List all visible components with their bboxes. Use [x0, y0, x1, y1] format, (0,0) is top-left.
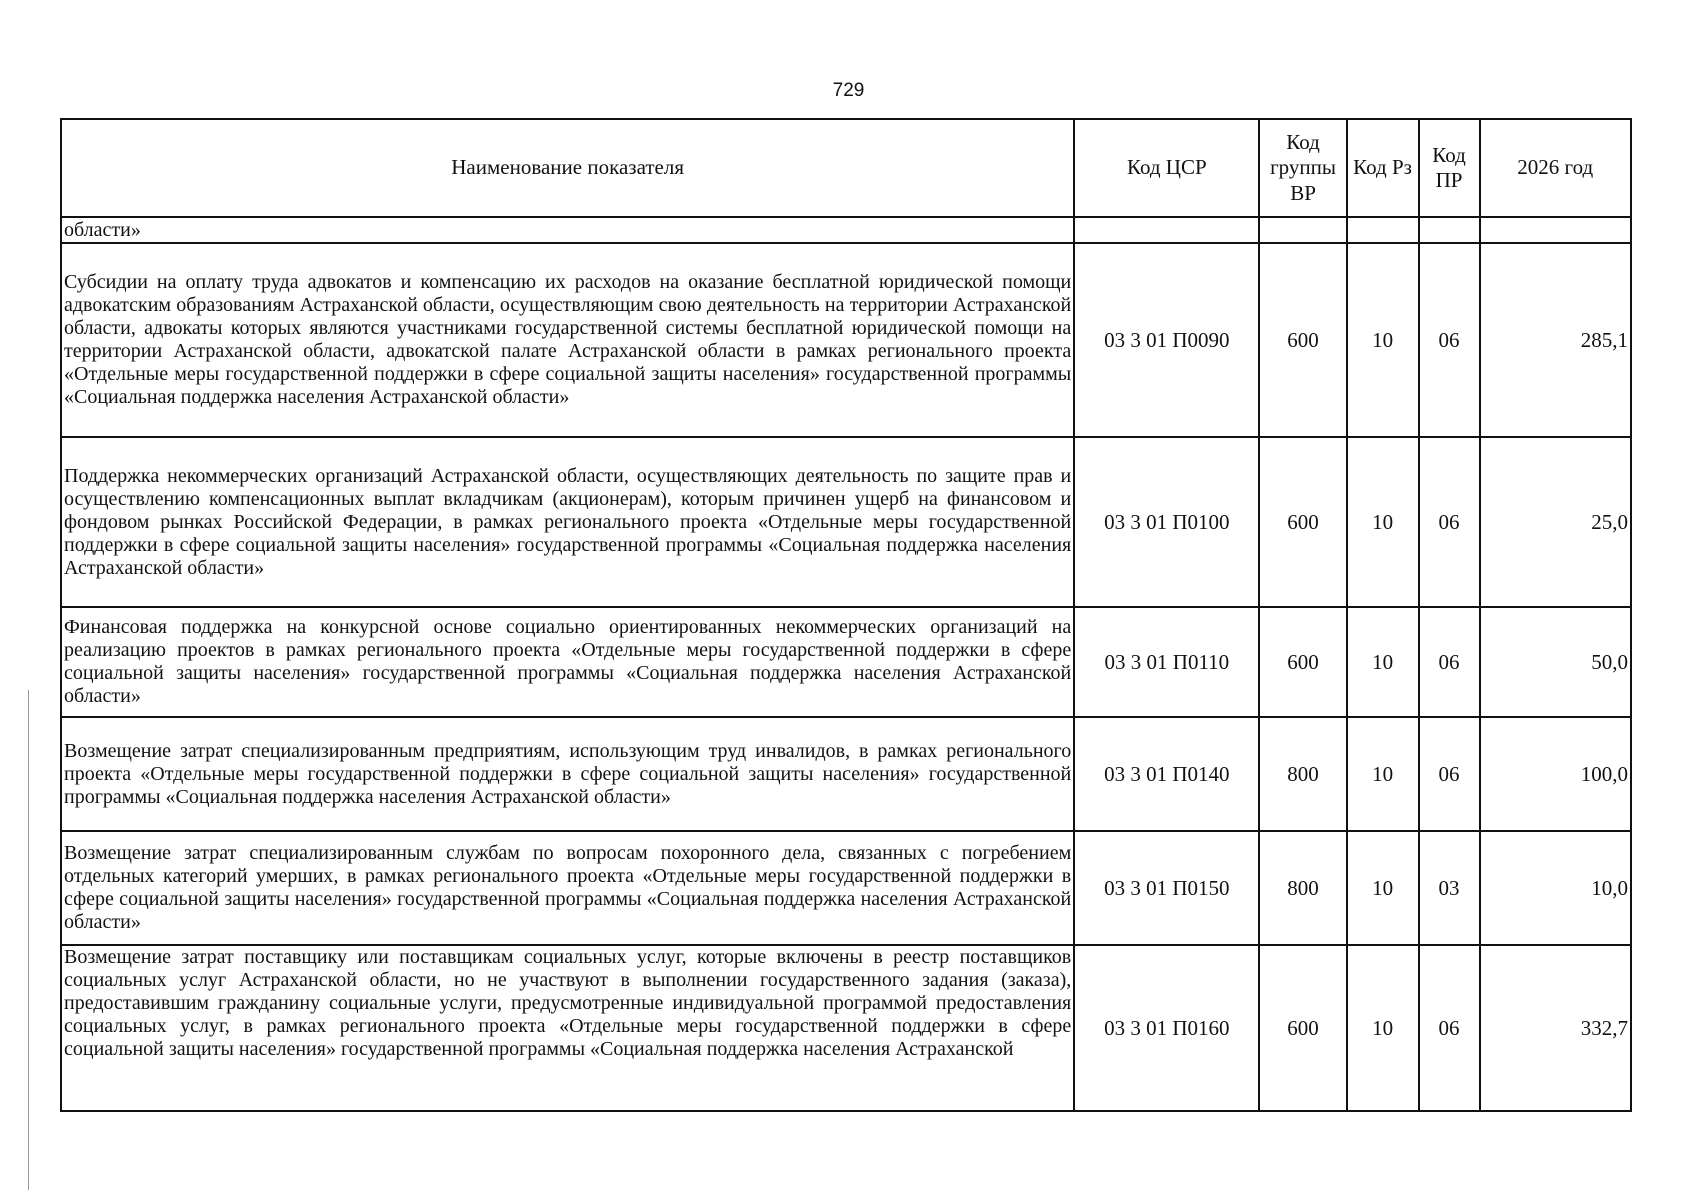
page-number: 729 — [832, 80, 865, 101]
row-csr: 03 3 01 П0140 — [1074, 717, 1259, 831]
row-amount: 50,0 — [1480, 607, 1631, 717]
row-amount — [1480, 217, 1631, 243]
table-header — [61, 119, 1631, 217]
row-rz — [1347, 217, 1419, 243]
table-row — [61, 831, 1631, 945]
row-csr: 03 3 01 П0150 — [1074, 831, 1259, 945]
row-amount: 100,0 — [1480, 717, 1631, 831]
row-amount: 25,0 — [1480, 437, 1631, 607]
row-rz: 10 — [1347, 831, 1419, 945]
header-pr: Код ПР — [1419, 119, 1480, 217]
row-rz: 10 — [1347, 945, 1419, 1111]
row-amount: 285,1 — [1480, 243, 1631, 437]
budget-table — [60, 118, 1632, 1112]
table-row — [61, 717, 1631, 831]
row-csr: 03 3 01 П0160 — [1074, 945, 1259, 1111]
row-rz: 10 — [1347, 437, 1419, 607]
table-row — [61, 607, 1631, 717]
row-vr: 600 — [1259, 945, 1346, 1111]
row-name: Возмещение затрат специализированным предприятиям, использующим труд инвалидов, в рамках регионального проекта «Отдельные меры государственной поддержки в сфере социальной защиты населения» государственной программы «Социальная поддержка населения Астраханской области» — [61, 717, 1074, 831]
row-pr: 06 — [1419, 945, 1480, 1111]
row-vr: 800 — [1259, 831, 1346, 945]
row-pr: 06 — [1419, 243, 1480, 437]
row-rz: 10 — [1347, 717, 1419, 831]
table-body — [61, 217, 1631, 1111]
row-csr — [1074, 217, 1259, 243]
row-csr: 03 3 01 П0090 — [1074, 243, 1259, 437]
header-vr: Код группы ВР — [1259, 119, 1346, 217]
header-name: Наименование показателя — [61, 119, 1074, 217]
row-pr: 06 — [1419, 437, 1480, 607]
row-vr: 600 — [1259, 437, 1346, 607]
row-amount: 10,0 — [1480, 831, 1631, 945]
scan-edge-line — [28, 690, 29, 1190]
row-pr: 06 — [1419, 607, 1480, 717]
row-name: Субсидии на оплату труда адвокатов и компенсацию их расходов на оказание бесплатной юридической помощи адвокатским образованиям Астраханской области, осуществляющим свою деятельность на территории Астраханской области, адвокаты которых являются участниками государственной системы бесплатной юридической помощи на территории Астраханской области, адвокатской палате Астраханской области в рамках регионального проекта «Отдельные меры государственной поддержки в сфере социальной защиты населения» государственной программы «Социальная поддержка населения Астраханской области» — [61, 243, 1074, 437]
row-name: Поддержка некоммерческих организаций Астраханской области, осуществляющих деятельность по защите прав и осуществлению компенсационных выплат вкладчикам (акционерам), которым причинен ущерб на финансовом и фондовом рынках Российской Федерации, в рамках регионального проекта «Отдельные меры государственной поддержки в сфере социальной защиты населения» государственной программы «Социальная поддержка населения Астраханской области» — [61, 437, 1074, 607]
table-row — [61, 945, 1631, 1111]
row-name: Возмещение затрат специализированным службам по вопросам похоронного дела, связанных с погребением отдельных категорий умерших, в рамках регионального проекта «Отдельные меры государственной поддержки в сфере социальной защиты населения» государственной программы «Социальная поддержка населения Астраханской области» — [61, 831, 1074, 945]
row-name: Финансовая поддержка на конкурсной основе социально ориентированных некоммерческих организаций на реализацию проектов в рамках регионального проекта «Отдельные меры государственной поддержки в сфере социальной защиты населения» государственной программы «Социальная поддержка населения Астраханской области» — [61, 607, 1074, 717]
header-row — [61, 119, 1631, 217]
table-row — [61, 243, 1631, 437]
table-row — [61, 437, 1631, 607]
row-vr: 800 — [1259, 717, 1346, 831]
header-rz: Код Рз — [1347, 119, 1419, 217]
row-csr: 03 3 01 П0110 — [1074, 607, 1259, 717]
row-name: области» — [61, 217, 1074, 243]
row-rz: 10 — [1347, 243, 1419, 437]
row-pr: 06 — [1419, 717, 1480, 831]
row-csr: 03 3 01 П0100 — [1074, 437, 1259, 607]
row-rz: 10 — [1347, 607, 1419, 717]
row-name: Возмещение затрат поставщику или поставщикам социальных услуг, которые включены в реестр поставщиков социальных услуг Астраханской области, но не участвуют в выполнении государственного задания (заказа), предоставившим гражданину социальные услуги, предусмотренные индивидуальной программой предоставления социальных услуг, в рамках регионального проекта «Отдельные меры государственной поддержки в сфере социальной защиты населения» государственной программы «Социальная поддержка населения Астраханской — [61, 945, 1074, 1111]
row-amount: 332,7 — [1480, 945, 1631, 1111]
header-year: 2026 год — [1480, 119, 1631, 217]
row-vr: 600 — [1259, 243, 1346, 437]
row-pr: 03 — [1419, 831, 1480, 945]
table-row — [61, 217, 1631, 243]
row-vr: 600 — [1259, 607, 1346, 717]
row-pr — [1419, 217, 1480, 243]
row-vr — [1259, 217, 1346, 243]
header-csr: Код ЦСР — [1074, 119, 1259, 217]
